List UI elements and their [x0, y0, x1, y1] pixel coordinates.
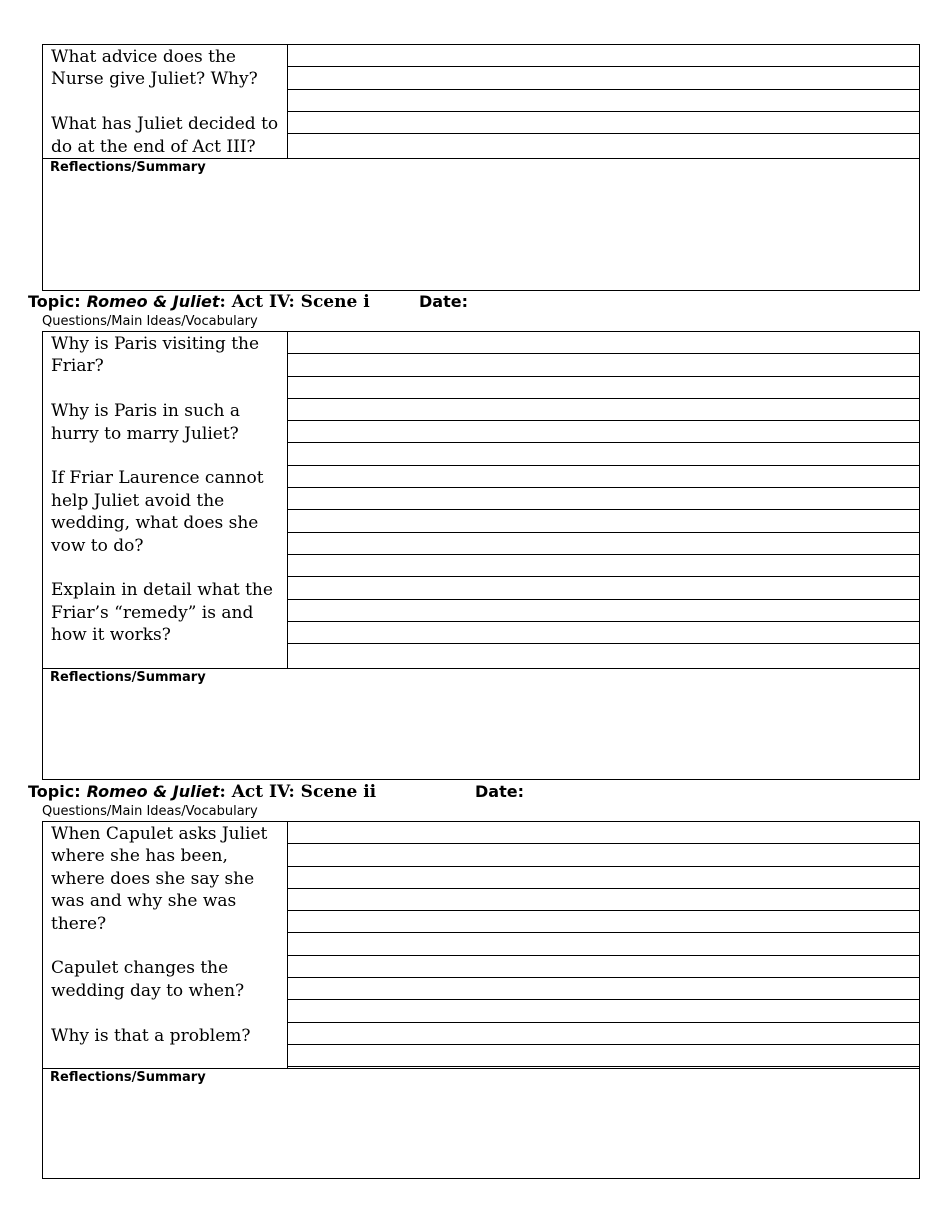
- answer-lines: [288, 332, 919, 644]
- play-title: Romeo & Juliet: [86, 292, 220, 311]
- answer-line[interactable]: [288, 112, 919, 134]
- answer-line[interactable]: [288, 622, 919, 644]
- answer-line[interactable]: [288, 844, 919, 866]
- question: Capulet changes the wedding day to when?: [51, 958, 245, 1001]
- answer-line[interactable]: [288, 332, 919, 354]
- topic-heading-scene-ii: [28, 782, 376, 802]
- question: If Friar Laurence cannot help Juliet avoid the wedding, what does she vow to do?: [51, 468, 264, 556]
- date-label: Date:: [419, 292, 468, 311]
- topic-label: Topic:: [28, 292, 81, 311]
- question: Why is Paris visiting the Friar?: [51, 334, 260, 377]
- answer-line[interactable]: [288, 867, 919, 889]
- answer-line[interactable]: [288, 1000, 919, 1022]
- answer-line[interactable]: [288, 45, 919, 67]
- date-label: Date:: [475, 782, 524, 801]
- answer-line[interactable]: [288, 978, 919, 1000]
- topic-label: Topic:: [28, 782, 81, 801]
- reflections-label: Reflections/Summary: [50, 1070, 206, 1085]
- column-subheading: Questions/Main Ideas/Vocabulary: [42, 314, 258, 329]
- reflections-label: Reflections/Summary: [50, 160, 206, 175]
- reflections-box[interactable]: [43, 1068, 919, 1178]
- questions-column: [43, 822, 288, 1068]
- scene-title: : Act IV: Scene ii: [219, 782, 377, 802]
- questions-column: [43, 332, 288, 668]
- notes-table-act3: [42, 44, 920, 291]
- question: What advice does the Nurse give Juliet? Why?: [51, 47, 258, 90]
- topic-heading-scene-i: [28, 292, 370, 312]
- question: Why is Paris in such a hurry to marry Juliet?: [51, 401, 240, 444]
- answer-line[interactable]: [288, 911, 919, 933]
- scene-title: : Act IV: Scene i: [219, 292, 370, 312]
- answer-line[interactable]: [288, 577, 919, 599]
- answer-lines: [288, 822, 919, 1067]
- answer-line[interactable]: [288, 600, 919, 622]
- answer-line[interactable]: [288, 822, 919, 844]
- answer-line[interactable]: [288, 399, 919, 421]
- answer-line[interactable]: [288, 377, 919, 399]
- answer-line[interactable]: [288, 889, 919, 911]
- question: When Capulet asks Juliet where she has been, where does she say she was and why she was there?: [51, 824, 268, 934]
- answer-line[interactable]: [288, 90, 919, 112]
- answer-line[interactable]: [288, 466, 919, 488]
- answer-line[interactable]: [288, 1045, 919, 1067]
- reflections-label: Reflections/Summary: [50, 670, 206, 685]
- answer-line[interactable]: [288, 510, 919, 532]
- answer-line[interactable]: [288, 555, 919, 577]
- play-title: Romeo & Juliet: [86, 782, 220, 801]
- answer-line[interactable]: [288, 533, 919, 555]
- answer-line[interactable]: [288, 956, 919, 978]
- answer-line[interactable]: [288, 1023, 919, 1045]
- notes-table-scene-i: [42, 331, 920, 780]
- answer-line[interactable]: [288, 933, 919, 955]
- answer-line[interactable]: [288, 488, 919, 510]
- reflections-box[interactable]: [43, 668, 919, 779]
- question: What has Juliet decided to do at the end of Act III?: [51, 114, 279, 157]
- question: Why is that a problem?: [51, 1025, 251, 1046]
- answer-line[interactable]: [288, 67, 919, 89]
- question: Explain in detail what the Friar’s “remedy” is and how it works?: [51, 580, 273, 646]
- answer-line[interactable]: [288, 443, 919, 465]
- reflections-box[interactable]: [43, 158, 919, 290]
- answer-line[interactable]: [288, 354, 919, 376]
- notes-table-scene-ii: [42, 821, 920, 1179]
- answer-line[interactable]: [288, 421, 919, 443]
- questions-column: [43, 45, 288, 158]
- column-subheading: Questions/Main Ideas/Vocabulary: [42, 804, 258, 819]
- answer-lines: [288, 45, 919, 134]
